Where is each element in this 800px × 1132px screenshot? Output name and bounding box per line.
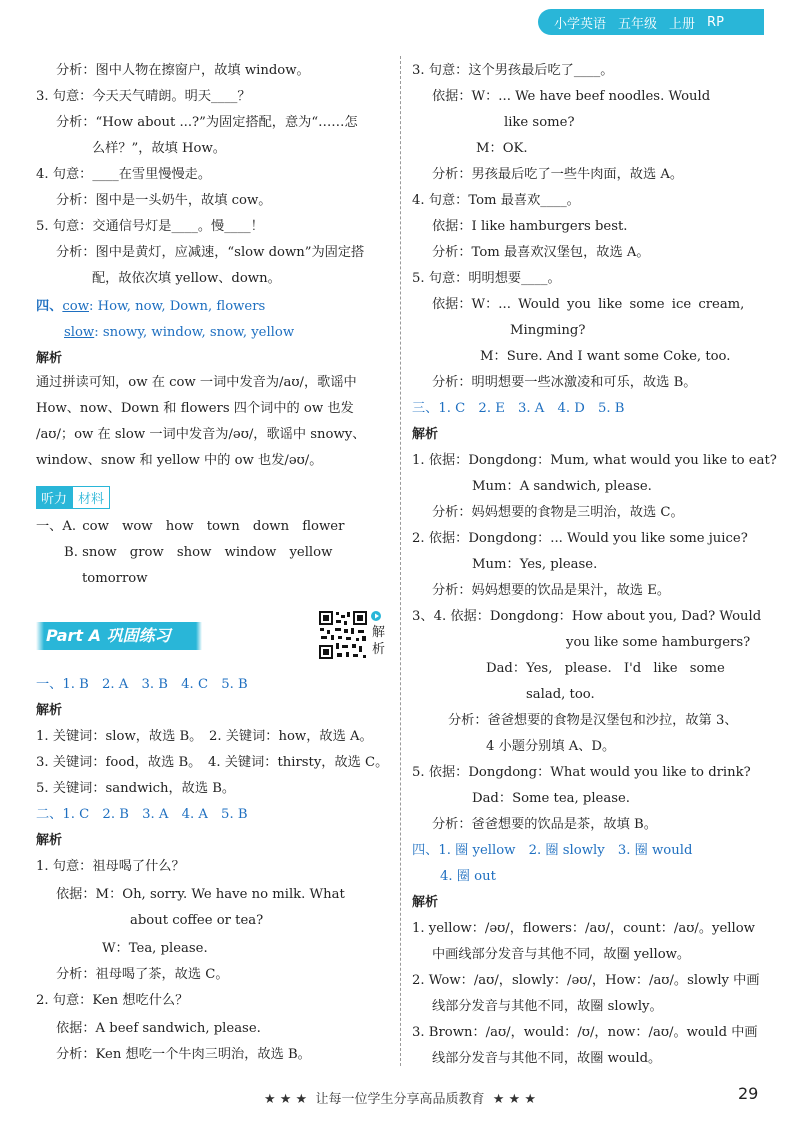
star-icon: ★ ★ ★ [492, 1092, 536, 1107]
text-line: 分析：男孩最后吃了一些牛肉面，故选 A。 [432, 167, 684, 182]
analysis-heading: 解析 [36, 833, 63, 848]
text-line: 3、4. 依据：Dongdong：How about you, Dad? Would [412, 609, 762, 624]
header-edition: RP [707, 14, 724, 30]
answer-line: 4. 圈 out [440, 869, 496, 884]
text-line: 分析：图中是黄灯，应减速，“slow down”为固定搭 [56, 245, 365, 260]
text-line: 5. 句意：明明想要____。 [412, 271, 561, 286]
text-line: 4 小题分别填 A、D。 [486, 739, 616, 754]
text-line: Mum：Yes, please. [472, 557, 598, 572]
answer-words: : snowy, window, snow, yellow [94, 325, 295, 340]
text-line: about coffee or tea? [130, 913, 264, 928]
text-line: 1. 关键词：slow，故选 B。 2. 关键词：how，故选 A。 [36, 729, 373, 744]
paragraph-line: How、now、Down 和 flowers 四个词中的 ow 也发 [36, 401, 354, 416]
answer-words: : How, now, Down, flowers [89, 299, 266, 314]
header-subject: 小学英语 [554, 16, 607, 32]
text-line: 1. yellow：/əʊ/，flowers：/aʊ/，count：/aʊ/。yellow [412, 921, 755, 936]
text-line: 2. Wow：/aʊ/，slowly：/əʊ/，How：/aʊ/。slowly 中画 [412, 973, 760, 988]
text-line: 4. 句意：____在雪里慢慢走。 [36, 167, 212, 182]
text-line: 5. 句意：交通信号灯是____。慢____！ [36, 219, 264, 234]
text-line: 分析：“How about ...?”为固定搭配，意为“……怎 [56, 115, 358, 130]
text-line: Dad：Yes, please. I'd like some [486, 661, 725, 676]
text-line: 依据：I like hamburgers best. [432, 219, 628, 234]
text-line: 3. 关键词：food，故选 B。 4. 关键词：thirsty，故选 C。 [36, 755, 389, 770]
text-line: Mingming? [510, 323, 586, 338]
text-line: you like some hamburgers? [566, 635, 751, 650]
analysis-heading: 解析 [412, 895, 439, 910]
listening-line: tomorrow [82, 571, 148, 586]
text-line: 分析：图中是一头奶牛，故填 cow。 [56, 193, 272, 208]
text-line: 依据：W：... We have beef noodles. Would [432, 89, 711, 104]
header-grade: 五年级 [618, 16, 658, 32]
listening-material-tag [36, 486, 110, 509]
text-line: 分析：明明想要一些冰激凌和可乐，故选 B。 [432, 375, 697, 390]
listening-line: B. snow grow show window yellow [64, 545, 333, 560]
underlined-word: cow [62, 299, 89, 314]
footer-slogan [0, 1088, 800, 1107]
text-line: 分析：Ken 想吃一个牛肉三明治，故选 B。 [56, 1047, 311, 1062]
text-line: like some? [504, 115, 575, 130]
text-line: 线部分发音与其他不同，故圈 would。 [432, 1051, 662, 1066]
text-line: 分析：爸爸想要的饮品是茶，故填 B。 [432, 817, 657, 832]
footer-text: 让每一位学生分享高品质教育 [315, 1092, 485, 1107]
header-tab [538, 9, 764, 35]
text-line: 分析：妈妈想要的食物是三明治，故选 C。 [432, 505, 684, 520]
answer-section-4 [36, 298, 265, 316]
answer-section-4-right: 四、1. 圈 yellow 2. 圈 slowly 3. 圈 would [412, 843, 693, 858]
text-line: M：Sure. And I want some Coke, too. [480, 349, 731, 364]
text-line: 依据：M：Oh, sorry. We have no milk. What [56, 887, 345, 902]
text-line: 4. 句意：Tom 最喜欢____。 [412, 193, 580, 208]
tag-material: 材料 [72, 486, 110, 509]
column-divider [400, 56, 401, 1066]
answer-section-2: 二、1. C 2. B 3. A 4. A 5. B [36, 807, 248, 822]
underlined-word: slow [64, 325, 95, 340]
tag-listening: 听力 [36, 486, 72, 509]
text-line: 线部分发音与其他不同，故圈 slowly。 [432, 999, 663, 1014]
qr-code-icon[interactable] [318, 610, 368, 660]
star-icon: ★ ★ ★ [263, 1092, 308, 1107]
qr-label: 解析 [372, 625, 386, 657]
text-line: 5. 关键词：sandwich，故选 B。 [36, 781, 236, 796]
text-line: Dad：Some tea, please. [472, 791, 630, 806]
text-line: 3. 句意：今天天气晴朗。明天____？ [36, 89, 251, 104]
answer-section-3: 三、1. C 2. E 3. A 4. D 5. B [412, 401, 625, 416]
header-volume: 上册 [669, 16, 696, 32]
text-line: 1. 依据：Dongdong：Mum, what would you like to eat? [412, 453, 777, 468]
text-line: 5. 依据：Dongdong：What would you like to drink? [412, 765, 751, 780]
text-line: 分析：爸爸想要的食物是汉堡包和沙拉，故第 3、 [448, 713, 738, 728]
listening-line: 一、A. cow wow how town down flower [36, 519, 345, 534]
text-line: 依据：W：... Would you like some ice cream, [432, 297, 745, 312]
analysis-heading: 解析 [36, 351, 63, 366]
text-line: 分析：Tom 最喜欢汉堡包，故选 A。 [432, 245, 650, 260]
text-line: 分析：祖母喝了茶，故选 C。 [56, 967, 229, 982]
text-line: 依据：A beef sandwich, please. [56, 1021, 261, 1036]
text-line: 2. 依据：Dongdong：... Would you like some juice? [412, 531, 748, 546]
text-line: Mum：A sandwich, please. [472, 479, 652, 494]
answer-section-1: 一、1. B 2. A 3. B 4. C 5. B [36, 677, 248, 692]
text-line: 1. 句意：祖母喝了什么？ [36, 859, 185, 874]
paragraph-line: window、snow 和 yellow 中的 ow 也发/əʊ/。 [36, 453, 323, 468]
paragraph-line: 通过拼读可知，ow 在 cow 一词中发音为/aʊ/，歌谣中 [36, 375, 357, 390]
analysis-heading: 解析 [412, 427, 439, 442]
page-number: 29 [738, 1084, 759, 1103]
text-line: M：OK. [476, 141, 528, 156]
text-line: 分析：图中人物在擦窗户，故填 window。 [56, 63, 310, 78]
text-line: 配，故依次填 yellow、down。 [92, 271, 281, 286]
play-icon [371, 611, 381, 621]
section-label: 四、 [36, 299, 63, 314]
text-line: W：Tea, please. [102, 941, 208, 956]
paragraph-line: /aʊ/；ow 在 slow 一词中发音为/əʊ/，歌谣中 snowy、 [36, 427, 366, 442]
text-line: salad, too. [526, 687, 595, 702]
answer-section-4-line2 [64, 324, 294, 342]
analysis-heading: 解析 [36, 703, 63, 718]
text-line: 中画线部分发音与其他不同，故圈 yellow。 [432, 947, 691, 962]
text-line: 3. Brown：/aʊ/，would：/ʊ/，now：/aʊ/。would 中画 [412, 1025, 758, 1040]
part-a-banner: Part A 巩固练习 [36, 622, 202, 650]
text-line: 么样？”，故填 How。 [92, 141, 226, 156]
text-line: 分析：妈妈想要的饮品是果汁，故选 E。 [432, 583, 671, 598]
text-line: 2. 句意：Ken 想吃什么？ [36, 993, 189, 1008]
text-line: 3. 句意：这个男孩最后吃了____。 [412, 63, 614, 78]
